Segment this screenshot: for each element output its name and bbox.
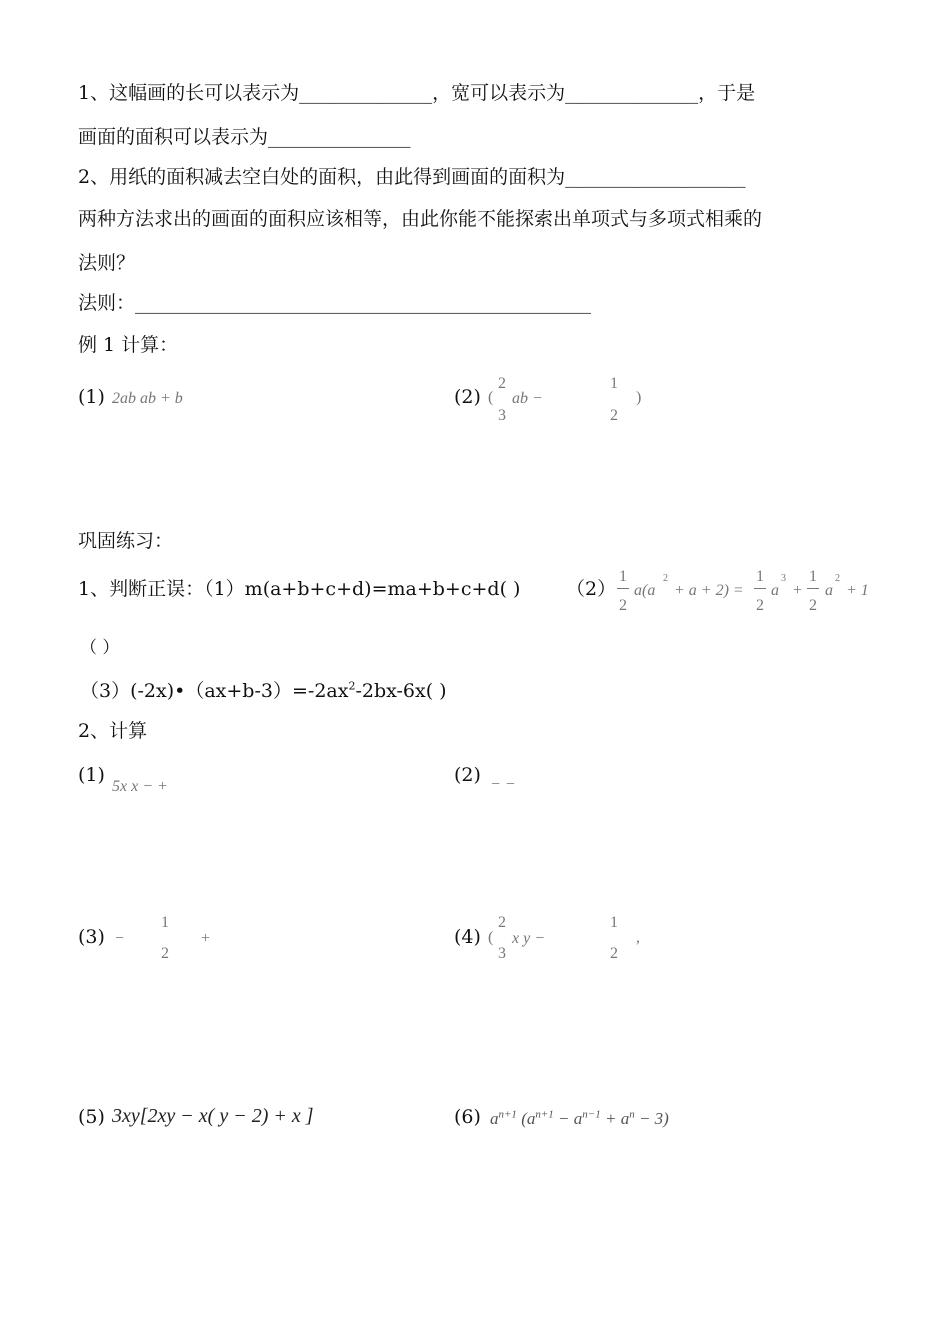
- example-2-label: (2): [454, 386, 481, 408]
- calc-4-close-mark: ,: [636, 929, 640, 946]
- example-2-frac1-den: 3: [498, 407, 506, 424]
- calc-6-b: (a: [521, 1109, 536, 1128]
- rule-line: 法则：________________________________________________: [78, 292, 592, 314]
- calc-6-e: − 3): [638, 1109, 669, 1128]
- judge-2-frac1-num: 1: [619, 568, 627, 585]
- judge-2-math-b: + a + 2) =: [674, 582, 744, 599]
- calc-6-c: − a: [558, 1109, 583, 1128]
- judge-2-math-c: a: [771, 582, 779, 599]
- example-2-expression: ab −: [512, 390, 543, 407]
- calc-5-expression: 3xy[2xy − x( y − 2) + x ]: [112, 1105, 314, 1127]
- calc-6-sup-a: n+1: [498, 1108, 517, 1121]
- judge-3-text: （3）(-2x)•（ax+b-3）=-2ax: [80, 680, 349, 702]
- calc-4-label: (4): [454, 926, 481, 948]
- judge-2-frac1-bar: [617, 588, 629, 589]
- judge-2-sq: 2: [663, 573, 668, 584]
- practice-title: 巩固练习：: [78, 530, 174, 552]
- judge-2-cube: 3: [781, 573, 786, 584]
- calc-6-a: a: [490, 1109, 499, 1128]
- calc-4-expression: x y −: [512, 930, 545, 947]
- calc-title: 2、计算: [78, 720, 148, 742]
- calc-4-frac1-num: 2: [498, 914, 506, 931]
- calc-4-open-paren: (: [488, 929, 494, 946]
- calc-3-frac-den: 2: [161, 945, 169, 962]
- intro-question-1-line1: 1、这幅画的长可以表示为______________，宽可以表示为______________，于是: [78, 82, 756, 104]
- calc-4-frac1-den: 3: [498, 945, 506, 962]
- judge-2-frac2-num: 1: [756, 568, 764, 585]
- calc-6-label: (6): [454, 1106, 481, 1128]
- example-2-frac1-num: 2: [498, 375, 506, 392]
- judge-2-sq2: 2: [835, 573, 840, 584]
- judge-item-3: [80, 679, 447, 702]
- judge-2-math-f: + 1: [846, 582, 869, 599]
- calc-3-frac-num: 1: [161, 914, 169, 931]
- calc-2-label: (2): [454, 764, 481, 786]
- intro-question-3-line1: 两种方法求出的画面的面积应该相等，由此你能不能探索出单项式与多项式相乘的: [78, 208, 763, 230]
- judge-2-math-a: a(a: [634, 582, 656, 599]
- calc-3-plus: +: [200, 930, 211, 947]
- calc-6-d: + a: [604, 1109, 630, 1128]
- calc-6-expression: [490, 1110, 669, 1127]
- judge-2-frac2-bar: [754, 588, 766, 589]
- intro-question-2: 2、用纸的面积减去空白处的面积，由此得到画面的面积为___________________: [78, 166, 746, 188]
- calc-6-sup-b: n+1: [535, 1108, 554, 1121]
- calc-4-frac2-num: 1: [610, 914, 618, 931]
- intro-question-1-line2: 画面的面积可以表示为_______________: [78, 126, 411, 148]
- judge-item-1: 1、判断正误：（1）m(a+b+c+d)=ma+b+c+d( ): [78, 578, 521, 600]
- example-2-open-paren: (: [488, 389, 494, 406]
- calc-6-sup-d: n: [629, 1108, 635, 1121]
- example-2-frac2-num: 1: [610, 375, 618, 392]
- judge-2-answer-paren: （ ）: [80, 638, 120, 658]
- intro-question-3-line2: 法则？: [78, 252, 136, 274]
- calc-4-frac2-den: 2: [610, 945, 618, 962]
- example-2-frac2-den: 2: [610, 407, 618, 424]
- calc-2-expression: − −: [490, 776, 516, 793]
- calc-5-label: (5): [78, 1106, 105, 1128]
- judge-2-frac3-den: 2: [809, 597, 817, 614]
- judge-2-frac3-num: 1: [809, 568, 817, 585]
- example-1-expression: 2ab ab + b: [112, 390, 183, 407]
- judge-2-frac1-den: 2: [619, 597, 627, 614]
- judge-2-frac3-bar: [807, 588, 819, 589]
- calc-1-expression: 5x x − +: [112, 778, 168, 795]
- judge-2-math-e: a: [825, 582, 833, 599]
- example-title: 例 1 计算：: [78, 334, 179, 356]
- example-2-close-paren: ): [636, 389, 642, 406]
- calc-3-minus: −: [114, 930, 125, 947]
- judge-item-2-label: （2）: [566, 578, 617, 600]
- judge-3-tail: -2bx-6x( ): [355, 680, 447, 702]
- judge-2-math-d: +: [792, 582, 803, 599]
- judge-3-sup: 2: [348, 679, 356, 693]
- judge-2-frac2-den: 2: [756, 597, 764, 614]
- calc-3-label: (3): [78, 926, 105, 948]
- calc-6-sup-c: n−1: [582, 1108, 601, 1121]
- example-1-label: (1): [78, 386, 105, 408]
- calc-1-label: (1): [78, 764, 105, 786]
